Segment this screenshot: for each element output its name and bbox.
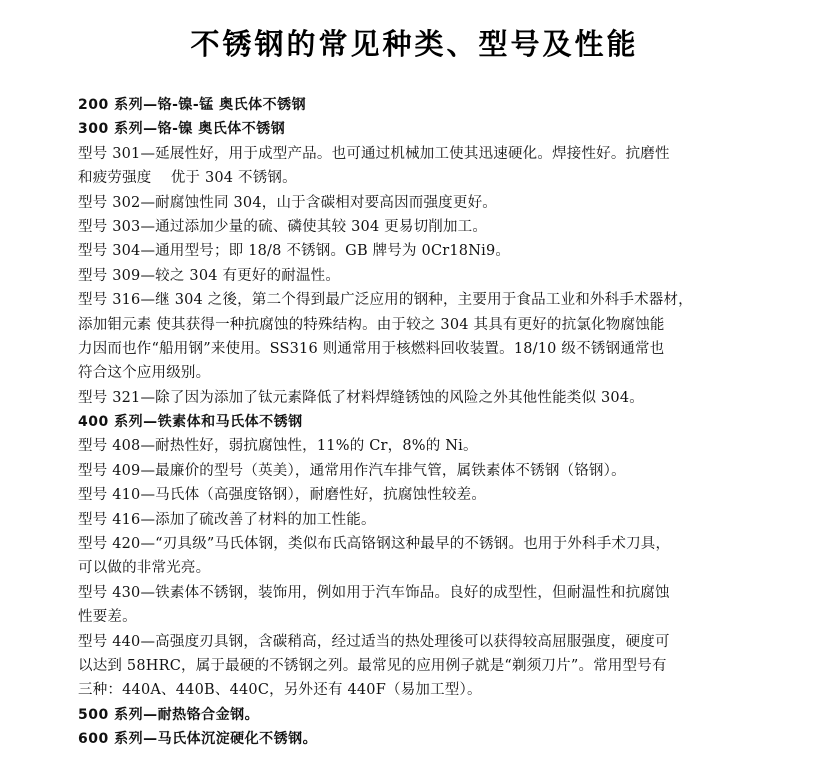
document-body [78,93,758,752]
grade-316-text-cont-3: 符合这个应用级别。 [78,365,211,382]
series-heading-400: 400 系列—铁素体和马氏体不锈钢 [78,414,303,431]
grade-416-text: 型号 416—添加了硫改善了材料的加工性能。 [78,511,376,528]
grade-303-text: 型号 303—通过添加少量的硫、磷使其较 304 更易切削加工。 [78,218,488,235]
grade-409-text: 型号 409—最廉价的型号（英美），通常用作汽车排气管，属铁素体不锈钢（铬钢）。 [78,462,626,479]
grade-430-text: 型号 430—铁素体不锈钢，装饰用，例如用于汽车饰品。良好的成型性，但耐温性和抗腐蚀 [78,584,670,601]
grade-440-text: 型号 440—高强度刃具钢，含碳稍高，经过适当的热处理後可以获得较高屈服强度，硬度可 [78,633,670,650]
series-heading-600: 600 系列—马氏体沉淀硬化不锈钢。 [78,731,318,748]
series-heading-300: 300 系列—铬-镍 奥氏体不锈钢 [78,121,286,138]
series-heading-500: 500 系列—耐热铬合金钢。 [78,706,260,723]
grade-304-text: 型号 304—通用型号；即 18/8 不锈钢。GB 牌号为 0Cr18Ni9。 [78,243,511,260]
grade-430-text-cont: 性要差。 [78,609,137,626]
grade-408-text: 型号 408—耐热性好，弱抗腐蚀性，11%的 Cr，8%的 Ni。 [78,438,478,455]
grade-316-text-cont-1: 添加钼元素 使其获得一种抗腐蚀的特殊结构。由于较之 304 其具有更好的抗氯化物腐蚀能 [78,316,665,333]
grade-301-text: 型号 301—延展性好，用于成型产品。也可通过机械加工使其迅速硬化。焊接性好。抗磨性 [78,145,670,162]
page-title: 不锈钢的常见种类、型号及性能 [190,27,639,61]
grade-410-text: 型号 410—马氏体（高强度铬钢），耐磨性好，抗腐蚀性较差。 [78,487,487,504]
grade-440-text-cont-1: 以达到 58HRC，属于最硬的不锈钢之列。最常见的应用例子就是“剃须刀片”。常用型号有 [78,657,667,674]
grade-420-text: 型号 420—“刃具级”马氏体钢，类似布氏高铬钢这种最早的不锈钢。也用于外科手术刀具， [78,536,671,553]
grade-420-text-cont: 可以做的非常光亮。 [78,560,211,577]
grade-309-text: 型号 309—较之 304 有更好的耐温性。 [78,267,341,284]
grade-316-text-cont-2: 力因而也作“船用钢”来使用。SS316 则通常用于核燃料回收装置。18/10 级不锈钢通常也 [78,340,665,357]
grade-302-text: 型号 302—耐腐蚀性同 304，山于含碳相对要高因而强度更好。 [78,194,497,211]
series-heading-200: 200 系列—铬-镍-锰 奥氏体不锈钢 [78,97,307,113]
grade-440-text-cont-2: 三种：440A、440B、440C，另外还有 440F（易加工型）。 [78,682,482,699]
grade-316-text: 型号 316—继 304 之後，第二个得到最广泛应用的钢种，主要用于食品工业和外科手术器材， [78,292,693,309]
grade-301-text-cont: 和疲劳强度 优于 304 不锈钢。 [78,170,297,187]
grade-321-text: 型号 321—除了因为添加了钛元素降低了材料焊缝锈蚀的风险之外其他性能类似 304。 [78,389,644,406]
